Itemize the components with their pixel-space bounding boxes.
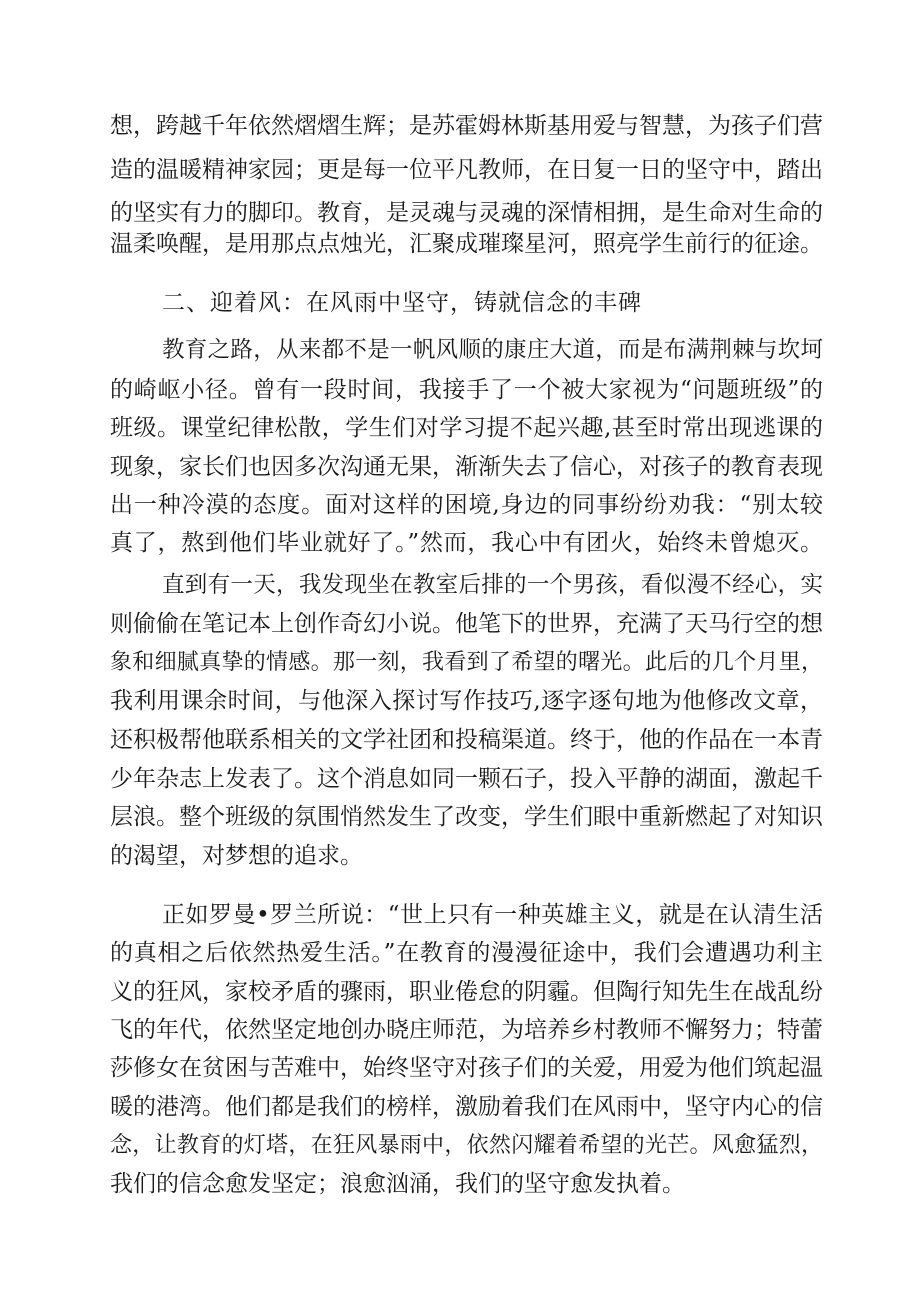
- paragraph-2-line: 现象，家长们也因多次沟通无果，渐渐失去了信心，对孩子的教育表现: [110, 454, 823, 480]
- paragraph-4-line: 暖的港湾。他们都是我们的榜样，激励着我们在风雨中，坚守内心的信: [110, 1094, 823, 1120]
- paragraph-4-line: 义的狂风，家校矛盾的骤雨，职业倦怠的阴霾。但陶行知先生在战乱纷: [110, 979, 823, 1005]
- paragraph-3-line: 层浪。整个班级的氛围悄然发生了改变，学生们眼中重新燃起了对知识: [110, 804, 823, 830]
- paragraph-4-line: 我们的信念愈发坚定；浪愈汹涌，我们的坚守愈发执着。: [110, 1171, 685, 1197]
- paragraph-2-line: 班级。课堂纪律松散，学生们对学习提不起兴趣,甚至时常出现逃课的: [110, 415, 823, 441]
- paragraph-3-line: 的渴望，对梦想的追求。: [110, 843, 363, 869]
- paragraph-3-line: 我利用课余时间，与他深入探讨写作技巧,逐字逐句地为他修改文章，: [110, 688, 823, 714]
- paragraph-1-line: 想，跨越千年依然熠熠生辉；是苏霍姆林斯基用爱与智慧，为孩子们营: [110, 113, 823, 139]
- paragraph-2-line: 的崎岖小径。曾有一段时间，我接手了一个被大家视为“问题班级”的: [110, 377, 823, 403]
- paragraph-1-line: 的坚实有力的脚印。教育，是灵魂与灵魂的深情相拥，是生命对生命的: [110, 200, 823, 226]
- paragraph-4-line: 念，让教育的灯塔，在狂风暴雨中，依然闪耀着希望的光芒。风愈猛烈，: [110, 1133, 823, 1158]
- paragraph-3-line: 还积极帮他联系相关的文学社团和投稿渠道。终于，他的作品在一本青: [110, 727, 823, 753]
- paragraph-1-line: 温柔唤醒，是用那点点烛光，汇聚成璀璨星河，照亮学生前行的征途。: [110, 231, 823, 257]
- paragraph-3-line: 则偷偷在笔记本上创作奇幻小说。他笔下的世界，充满了天马行空的想: [110, 611, 823, 637]
- section-heading: 二、迎着风：在风雨中坚守，铸就信念的丰碑: [162, 290, 642, 316]
- paragraph-4-line: 莎修女在贫困与苦难中，始终坚守对孩子们的关爱，用爱为他们筑起温: [110, 1055, 823, 1081]
- paragraph-4-line: 的真相之后依然热爱生活。”在教育的漫漫征途中，我们会遭遇功利主: [110, 940, 823, 966]
- paragraph-4-line: 正如罗曼•罗兰所说：“世上只有一种英雄主义，就是在认清生活: [162, 902, 823, 928]
- paragraph-2-line: 教育之路，从来都不是一帆风顺的康庄大道，而是布满荆棘与坎坷: [162, 337, 823, 363]
- paragraph-4-line: 飞的年代，依然坚定地创办晓庄师范，为培养乡村教师不懈努力；特蕾: [110, 1017, 823, 1043]
- paragraph-2-line: 出一种冷漠的态度。面对这样的困境,身边的同事纷纷劝我：“别太较: [110, 492, 823, 518]
- paragraph-2-line: 真了，熬到他们毕业就好了。”然而，我心中有团火，始终未曾熄灭。: [110, 530, 823, 556]
- paragraph-3-line: 直到有一天，我发现坐在教室后排的一个男孩，看似漫不经心，实: [162, 572, 823, 598]
- paragraph-3-line: 象和细腻真挚的情感。那一刻，我看到了希望的曙光。此后的几个月里，: [110, 650, 823, 675]
- paragraph-1-line: 造的温暖精神家园；更是每一位平凡教师，在日复一日的坚守中，踏出: [110, 157, 823, 183]
- paragraph-3-line: 少年杂志上发表了。这个消息如同一颗石子，投入平静的湖面，激起千: [110, 766, 823, 792]
